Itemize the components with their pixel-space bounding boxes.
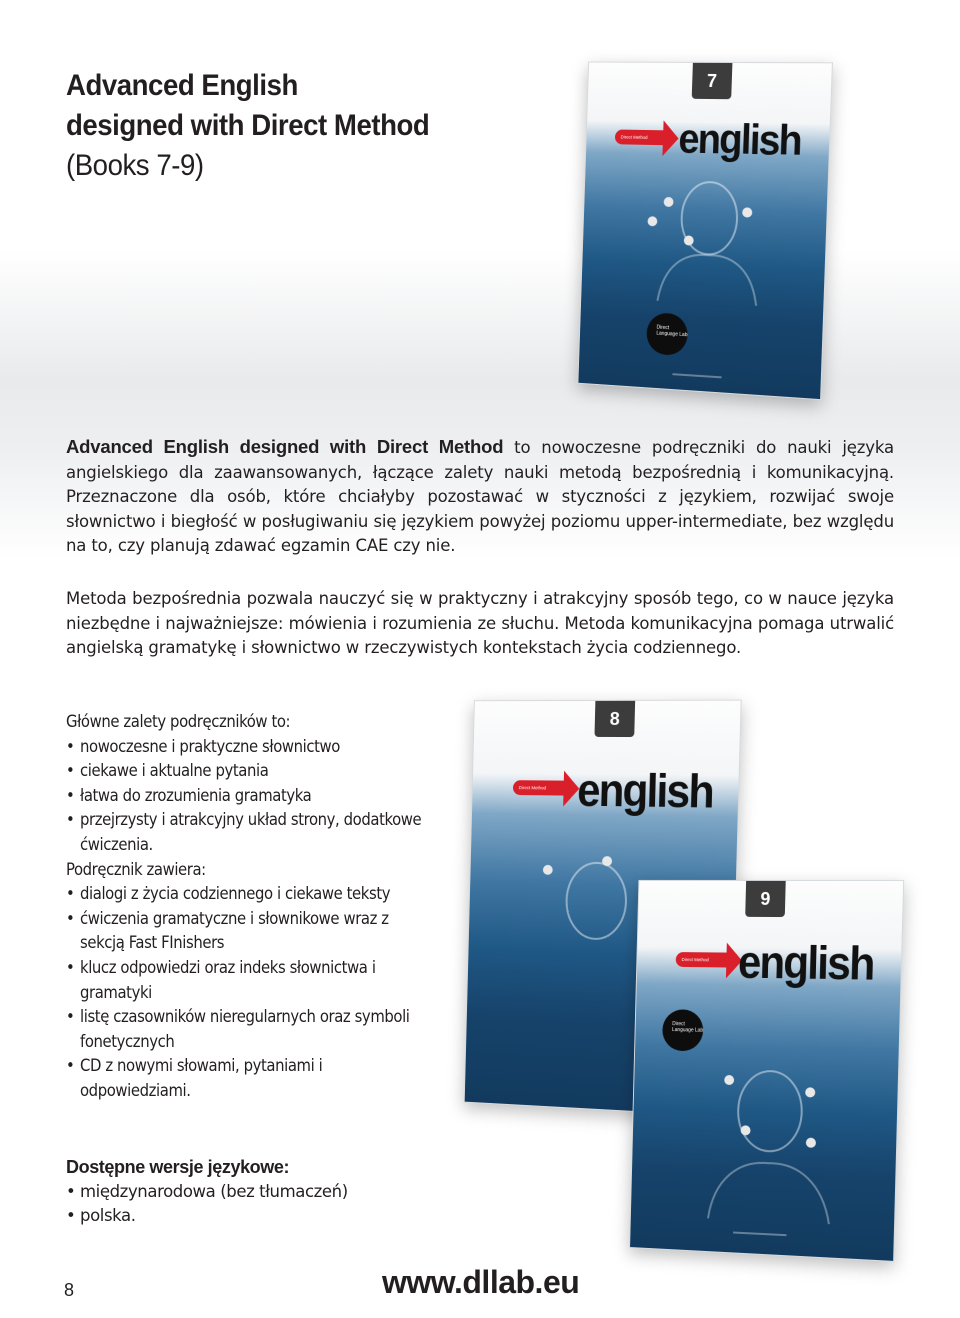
cover-footer-line — [673, 373, 721, 378]
versions-list — [66, 1180, 426, 1229]
advantages-list — [66, 735, 426, 858]
book-cover-7 — [577, 62, 833, 401]
versions-heading: Dostępne wersje językowe: — [66, 1157, 290, 1177]
english-logo: english — [576, 763, 714, 818]
intro-text: to nowoczesne podręczniki do nauki języka angielskiego dla zaawansowanych, łączące zalety nauki metodą bezpośrednią i komunikacyjną. Przeznaczone dla osób, które chciałyby pozostawać w styczności z językiem, rozwijać swoje słownictwo i biegłość w posługiwaniu się językiem powyżej poziomu upper-intermediate, bez względu na to, czy planują zdawać egzamin CAE czy nie. — [66, 438, 894, 556]
feature-lists — [66, 710, 426, 1104]
list-item: • dialogi z życia codziennego i ciekawe teksty — [66, 882, 426, 907]
book-number-badge: 7 — [692, 63, 733, 99]
english-logo: english — [737, 935, 875, 990]
list-item: • klucz odpowiedzi oraz indeks słownictwa i gramatyki — [66, 956, 426, 1005]
direct-method-tab: Direct Method — [615, 129, 669, 145]
language-versions — [66, 1155, 426, 1229]
contents-heading: Podręcznik zawiera: — [66, 859, 206, 879]
list-item: • międzynarodowa (bez tłumaczeń) — [66, 1180, 426, 1205]
arrow-icon — [662, 120, 679, 156]
list-item: • nowoczesne i praktyczne słownictwo — [66, 735, 426, 760]
list-item: • CD z nowymi słowami, pytaniami i odpowiedziami. — [66, 1054, 426, 1103]
page-title — [66, 66, 429, 186]
intro-paragraph — [66, 435, 894, 559]
intro-lead: Advanced English designed with Direct Method — [66, 436, 504, 457]
page-number: 8 — [64, 1280, 75, 1300]
contents-list — [66, 882, 426, 1103]
direct-method-tab: Direct Method — [513, 780, 570, 795]
publisher-badge: Direct Language Lab — [646, 312, 688, 356]
list-item: • przejrzysty i atrakcyjny układ strony, dodatkowe ćwiczenia. — [66, 808, 426, 857]
list-item: • listę czasowników nieregularnych oraz symboli fonetycznych — [66, 1005, 426, 1054]
head-illustration — [629, 171, 781, 307]
website-link[interactable]: www.dllab.eu — [382, 1264, 580, 1300]
list-item: • polska. — [66, 1204, 426, 1229]
title-line-1: Advanced English — [66, 69, 298, 102]
direct-method-tab: Direct Method — [676, 952, 733, 968]
list-item: • ćwiczenia gramatyczne i słownikowe wraz z sekcją Fast FInishers — [66, 907, 426, 956]
book-number-badge: 9 — [745, 881, 786, 917]
title-line-2: designed with Direct Method — [66, 109, 430, 142]
book-number-badge: 8 — [594, 701, 635, 737]
cover-surface — [577, 62, 833, 401]
publisher-badge: Direct Language Lab — [662, 1009, 704, 1051]
cover-surface — [629, 880, 904, 1262]
cover-footer-line — [733, 1232, 786, 1237]
english-logo: english — [677, 114, 802, 165]
list-item: • łatwa do zrozumienia gramatyka — [66, 784, 426, 809]
list-item: • ciekawe i aktualne pytania — [66, 759, 426, 784]
method-paragraph: Metoda bezpośrednia pozwala nauczyć się w praktyczny i atrakcyjny sposób tego, co w nauce języka niezbędne i najważniejsze: mówienia i rozumienia ze słuchu. Metoda komunikacyjna pomaga utrwalić angielską gramatykę i słownictwo w rzeczywistych kontekstach życia codziennego. — [66, 589, 894, 658]
title-line-3: (Books 7-9) — [66, 149, 204, 182]
book-cover-9 — [629, 880, 904, 1262]
advantages-heading: Główne zalety podręczników to: — [66, 712, 291, 731]
